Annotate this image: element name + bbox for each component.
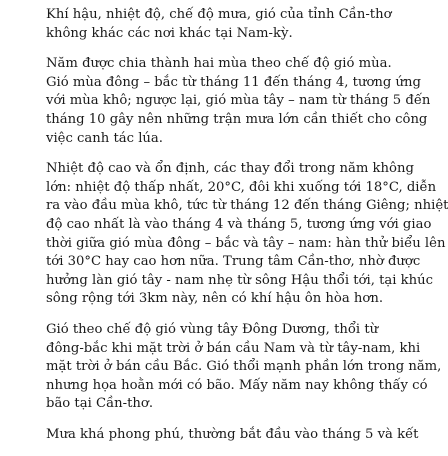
paragraph-temperature (28, 160, 448, 309)
text-line: Gió theo chế độ gió vùng tây Đông Dương, thổi từ (46, 321, 379, 337)
paragraph-climate-intro (28, 6, 392, 43)
text-line: Mưa khá phong phú, thường bắt đầu vào tháng 5 và kết (46, 426, 419, 442)
text-line: hưởng làn gió tây - nam nhẹ từ sông Hậu thổi tới, tại khúc (46, 272, 434, 288)
text-line: không khác các nơi khác tại Nam-kỳ. (46, 25, 293, 41)
text-line: độ cao nhất là vào tháng 4 và tháng 5, tương ứng với giao (46, 216, 432, 232)
text-line: sông rộng tới 3km này, nên có khí hậu ôn hòa hơn. (46, 291, 384, 307)
text-line: ra vào đầu mùa khô, tức từ tháng 12 đến tháng Giêng; nhiệt (46, 198, 448, 214)
text-line: Gió mùa đông – bắc từ tháng 11 đến tháng 4, tương ứng (46, 74, 421, 90)
text-line: đông-bắc khi mặt trời ở bán cầu Nam và từ tây-nam, khi (46, 340, 421, 356)
text-line: nhưng họa hoằn mới có bão. Mấy năm nay không thấy có (46, 377, 428, 393)
paragraph-wind (28, 321, 442, 414)
text-line: lớn: nhiệt độ thấp nhất, 20°C, đôi khi xuống tới 18°C, diễn (46, 179, 437, 195)
body-text (28, 6, 448, 456)
paragraph-monsoon-seasons (28, 55, 431, 148)
text-line: với mùa khô; ngược lại, gió mùa tây – nam từ tháng 5 đến (46, 93, 431, 109)
paragraph-rainfall (28, 426, 419, 445)
text-line: mặt trời ở bán cầu Bắc. Gió thổi mạnh phần lớn trong năm, (46, 359, 442, 375)
text-line: Nhiệt độ cao và ổn định, các thay đổi trong năm không (46, 161, 414, 177)
text-line: thời giữa gió mùa đông – bắc và tây – nam: hàn thử biểu lên (46, 235, 446, 251)
text-line: Khí hậu, nhiệt độ, chế độ mưa, gió của tỉnh Cần-thơ (46, 7, 392, 22)
text-line: tới 30°C hay cao hơn nữa. Trung tâm Cần-thơ, nhờ được (46, 254, 421, 270)
text-line: tháng 10 gây nên những trận mưa lớn cần thiết cho công (46, 111, 428, 127)
text-line: bão tại Cần-thơ. (46, 396, 154, 412)
text-line: việc canh tác lúa. (46, 130, 163, 146)
text-line: Năm được chia thành hai mùa theo chế độ gió mùa. (46, 56, 392, 72)
